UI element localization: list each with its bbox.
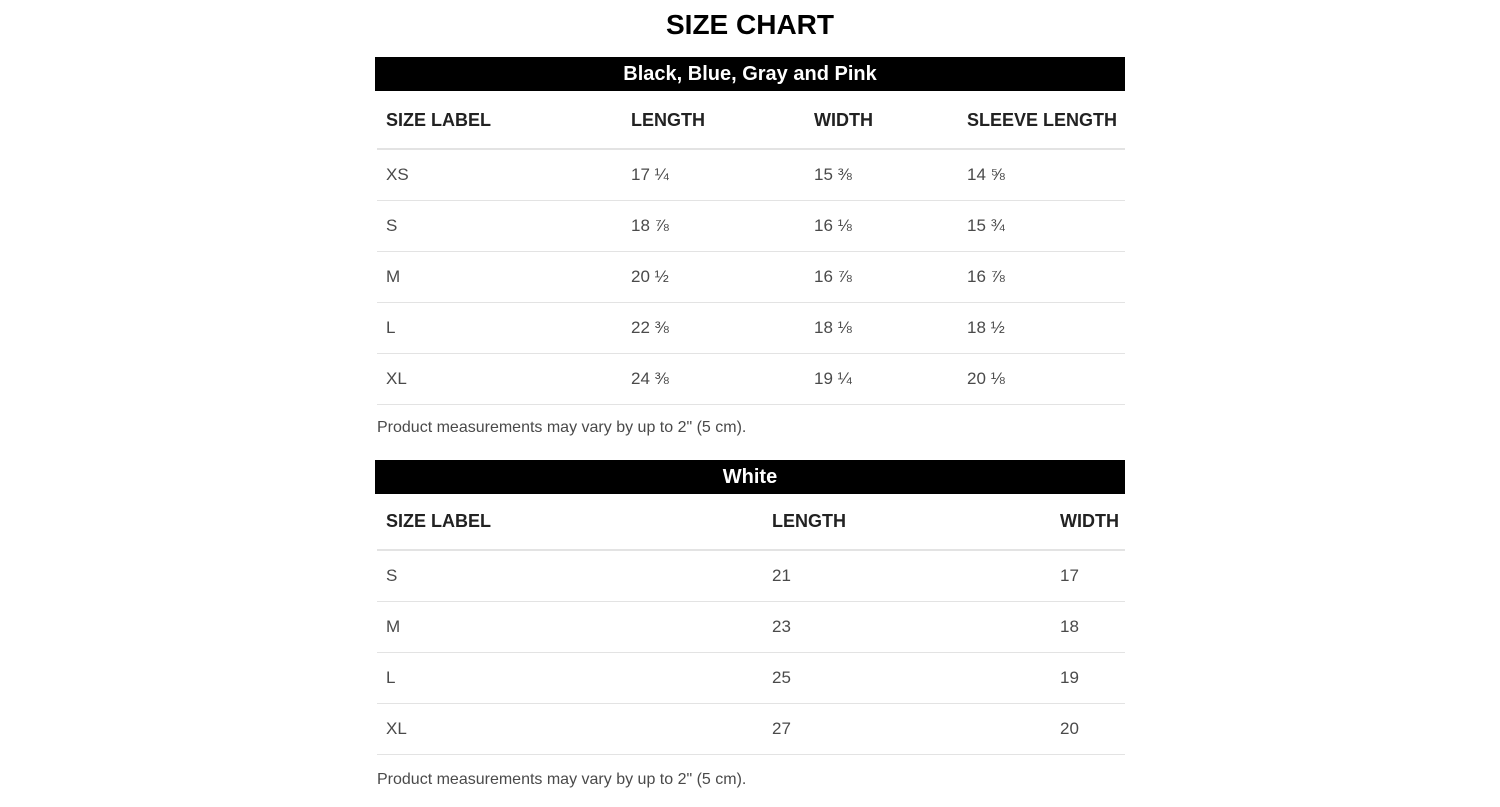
column-header-sleeve-length: SLEEVE LENGTH	[958, 93, 1125, 149]
cell-size-label: XL	[377, 354, 622, 405]
size-table-white	[377, 494, 1125, 755]
column-header-width: WIDTH	[805, 93, 958, 149]
cell-size-label: XS	[377, 149, 622, 201]
cell-size-label: L	[377, 303, 622, 354]
cell-sleeve-length: 16 ⅞	[958, 252, 1125, 303]
cell-width: 16 ⅛	[805, 201, 958, 252]
cell-size-label: M	[377, 252, 622, 303]
cell-sleeve-length: 14 ⅝	[958, 149, 1125, 201]
cell-length: 18 ⅞	[622, 201, 805, 252]
table-header-row	[377, 494, 1125, 550]
table-row	[377, 149, 1125, 201]
column-header-length: LENGTH	[763, 494, 1051, 550]
measurement-note: Product measurements may vary by up to 2" (5 cm).	[377, 771, 747, 788]
cell-size-label: M	[377, 602, 763, 653]
cell-width: 18 ⅛	[805, 303, 958, 354]
cell-size-label: L	[377, 653, 763, 704]
cell-width: 15 ⅜	[805, 149, 958, 201]
table-row	[377, 303, 1125, 354]
cell-width: 19 ¼	[805, 354, 958, 405]
cell-length: 24 ⅜	[622, 354, 805, 405]
section-banner-white: White	[375, 460, 1125, 494]
table-row	[377, 602, 1125, 653]
cell-sleeve-length: 18 ½	[958, 303, 1125, 354]
cell-width: 18	[1051, 602, 1125, 653]
cell-length: 23	[763, 602, 1051, 653]
cell-length: 21	[763, 550, 1051, 602]
table-row	[377, 354, 1125, 405]
column-header-size-label: SIZE LABEL	[377, 494, 763, 550]
page-title: SIZE CHART	[666, 9, 834, 40]
cell-sleeve-length: 15 ¾	[958, 201, 1125, 252]
cell-length: 20 ½	[622, 252, 805, 303]
cell-length: 27	[763, 704, 1051, 755]
cell-width: 17	[1051, 550, 1125, 602]
cell-size-label: S	[377, 201, 622, 252]
column-header-width: WIDTH	[1051, 494, 1125, 550]
table-row	[377, 704, 1125, 755]
cell-width: 16 ⅞	[805, 252, 958, 303]
cell-size-label: S	[377, 550, 763, 602]
cell-length: 22 ⅜	[622, 303, 805, 354]
measurement-note: Product measurements may vary by up to 2" (5 cm).	[377, 419, 747, 436]
size-table-colors	[377, 93, 1125, 405]
column-header-length: LENGTH	[622, 93, 805, 149]
cell-sleeve-length: 20 ⅛	[958, 354, 1125, 405]
cell-width: 20	[1051, 704, 1125, 755]
table-row	[377, 201, 1125, 252]
cell-length: 17 ¼	[622, 149, 805, 201]
table-row	[377, 550, 1125, 602]
table-row	[377, 653, 1125, 704]
table-row	[377, 252, 1125, 303]
cell-size-label: XL	[377, 704, 763, 755]
cell-width: 19	[1051, 653, 1125, 704]
section-banner-colors: Black, Blue, Gray and Pink	[375, 57, 1125, 91]
table-header-row	[377, 93, 1125, 149]
column-header-size-label: SIZE LABEL	[377, 93, 622, 149]
cell-length: 25	[763, 653, 1051, 704]
